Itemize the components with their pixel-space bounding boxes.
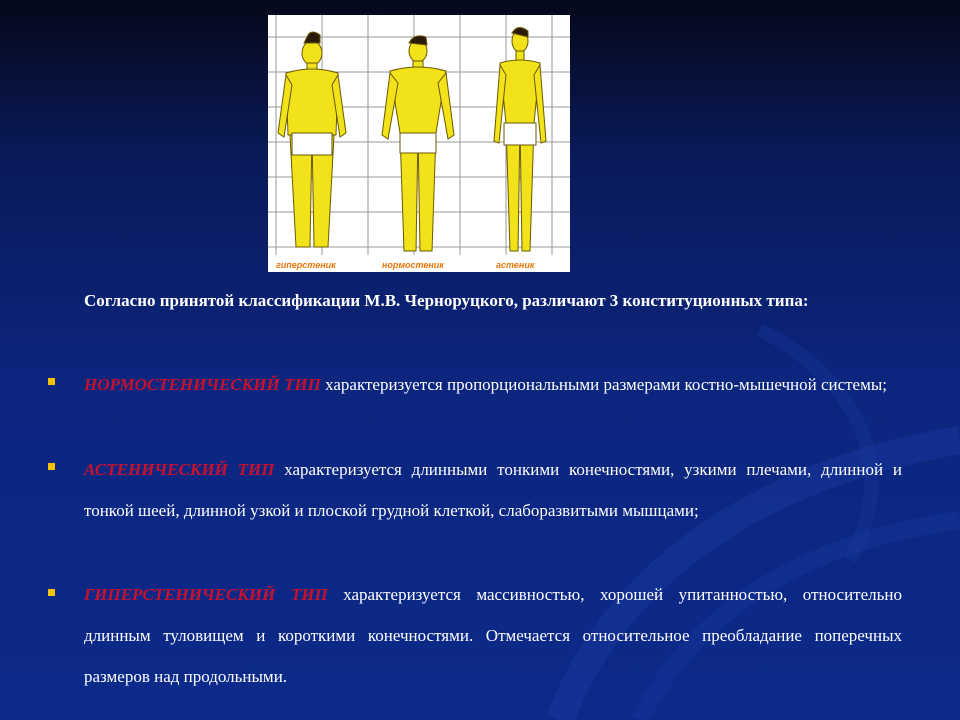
body-types-illustration bbox=[268, 15, 570, 272]
desc-asthenic: характеризуется длинными тонкими конечностями, узкими плечами, длинной и тонкой шеей, длинной узкой и плоской грудной клеткой, слаборазвитыми мышцами; bbox=[84, 460, 902, 520]
normosthenic-figure bbox=[382, 36, 454, 251]
list-item-normosthenic bbox=[84, 364, 902, 405]
caption-hypersthenic: гиперстеник bbox=[276, 260, 336, 270]
list-item-hypersthenic bbox=[84, 574, 902, 697]
bullet-marker bbox=[48, 378, 55, 385]
term-asthenic: АСТЕНИЧЕСКИЙ ТИП bbox=[84, 460, 275, 479]
desc-normosthenic: характеризуется пропорциональными размерами костно-мышечной системы; bbox=[320, 375, 888, 394]
asthenic-figure bbox=[494, 27, 546, 251]
caption-normosthenic: нормостеник bbox=[382, 260, 444, 270]
hypersthenic-figure bbox=[278, 32, 346, 247]
caption-asthenic: астеник bbox=[496, 260, 535, 270]
bullet-marker bbox=[48, 463, 55, 470]
term-hypersthenic: ГИПЕРСТЕНИЧЕСКИЙ ТИП bbox=[84, 585, 328, 604]
list-item-asthenic bbox=[84, 449, 902, 531]
body-types-figure bbox=[268, 15, 570, 272]
intro-paragraph: Согласно принятой классификации М.В. Черноруцкого, различают 3 конституционных типа: bbox=[84, 291, 809, 310]
desc-hypersthenic: характеризуется массивностью, хорошей упитанностью, относительно длинным туловищем и короткими конечностями. Отмечается относительное преобладание поперечных размеров над продольными. bbox=[84, 585, 902, 686]
term-normosthenic: НОРМОСТЕНИЧЕСКИЙ ТИП bbox=[84, 375, 321, 394]
bullet-marker bbox=[48, 589, 55, 596]
